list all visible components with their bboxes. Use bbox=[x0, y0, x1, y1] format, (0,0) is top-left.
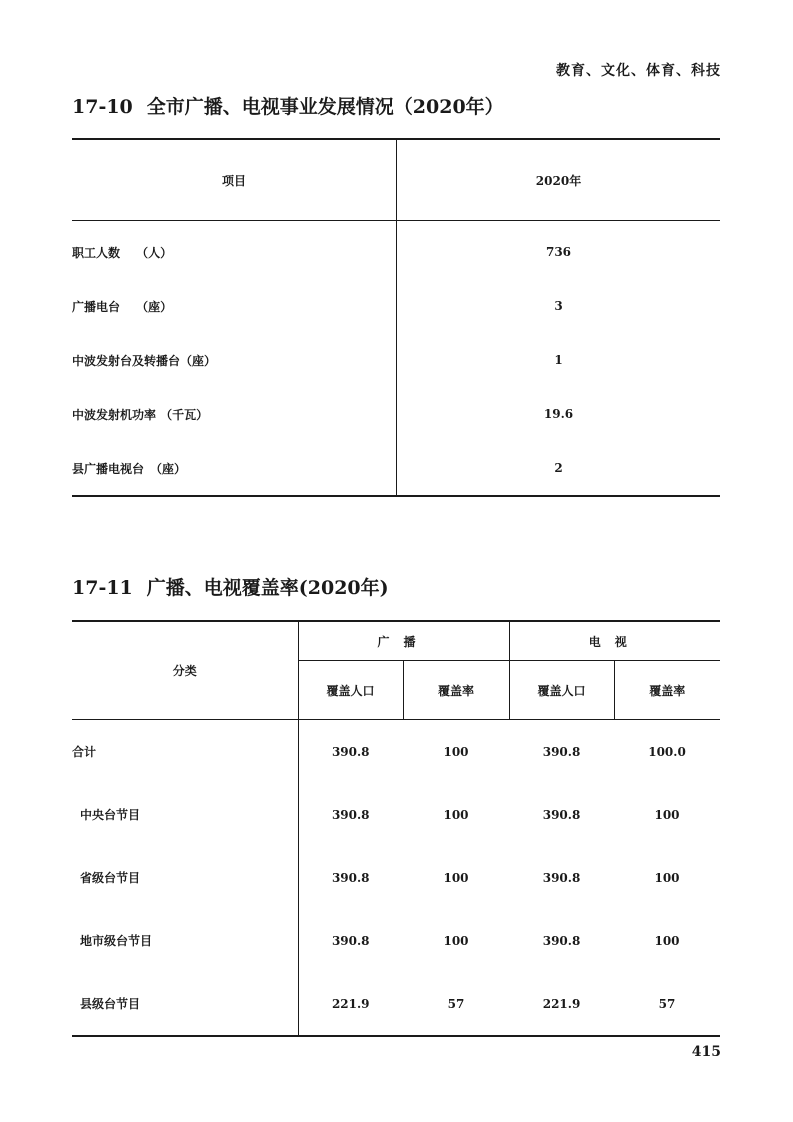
table1-title-text: 全市广播、电视事业发展情况（2020年） bbox=[146, 96, 504, 118]
cell: 100 bbox=[654, 870, 680, 885]
table-row bbox=[72, 221, 720, 280]
row-value: 3 bbox=[554, 299, 563, 313]
broadcast-tv-development-table bbox=[72, 138, 720, 497]
subheader-radio-population: 覆盖人口 bbox=[298, 661, 403, 720]
table-row bbox=[72, 783, 720, 846]
column-group-tv: 电视 bbox=[509, 621, 720, 661]
cell: 390.8 bbox=[331, 744, 370, 759]
page-number: 415 bbox=[691, 1044, 721, 1060]
subheader-radio-rate: 覆盖率 bbox=[403, 661, 509, 720]
cell: 100 bbox=[654, 807, 680, 822]
row-value: 1 bbox=[554, 353, 563, 367]
subheader-tv-population: 覆盖人口 bbox=[509, 661, 614, 720]
table-row bbox=[72, 909, 720, 972]
table-row bbox=[72, 333, 720, 387]
cell: 100 bbox=[443, 933, 469, 948]
column-header-item: 项目 bbox=[72, 139, 397, 221]
table-row bbox=[72, 279, 720, 333]
table-row bbox=[72, 846, 720, 909]
table-row bbox=[72, 441, 720, 496]
section-header: 教育、文化、体育、科技 bbox=[556, 63, 721, 79]
row-label: 省级台节目 bbox=[72, 846, 298, 909]
row-label: 职工人数 （人） bbox=[72, 221, 397, 280]
cell: 390.8 bbox=[542, 933, 581, 948]
row-value: 2 bbox=[554, 461, 563, 475]
row-label: 广播电台 （座） bbox=[72, 279, 397, 333]
cell: 221.9 bbox=[331, 996, 370, 1011]
row-value: 736 bbox=[545, 245, 572, 259]
cell: 100.0 bbox=[648, 744, 686, 759]
broadcast-tv-coverage-table bbox=[72, 620, 720, 1037]
row-label: 合计 bbox=[72, 720, 298, 784]
subheader-tv-rate: 覆盖率 bbox=[614, 661, 720, 720]
table1-number: 17-10 bbox=[72, 96, 133, 118]
row-label: 中央台节目 bbox=[72, 783, 298, 846]
column-group-radio: 广播 bbox=[298, 621, 509, 661]
row-value: 19.6 bbox=[543, 407, 574, 421]
column-header-category: 分类 bbox=[72, 621, 298, 720]
cell: 57 bbox=[658, 996, 676, 1011]
table1-title bbox=[72, 92, 504, 119]
row-label: 县广播电视台 （座） bbox=[72, 441, 397, 496]
table-row bbox=[72, 387, 720, 441]
table2-title-text: 广播、电视覆盖率(2020年) bbox=[146, 577, 389, 599]
cell: 221.9 bbox=[542, 996, 581, 1011]
cell: 390.8 bbox=[542, 807, 581, 822]
cell: 390.8 bbox=[331, 870, 370, 885]
table-row bbox=[72, 972, 720, 1036]
table2-title bbox=[72, 573, 389, 600]
cell: 390.8 bbox=[331, 933, 370, 948]
cell: 100 bbox=[443, 870, 469, 885]
cell: 390.8 bbox=[331, 807, 370, 822]
cell: 100 bbox=[654, 933, 680, 948]
column-header-year: 2020年 bbox=[397, 139, 721, 221]
cell: 390.8 bbox=[542, 744, 581, 759]
row-label: 县级台节目 bbox=[72, 972, 298, 1036]
row-label: 中波发射台及转播台（座） bbox=[72, 333, 397, 387]
cell: 100 bbox=[443, 807, 469, 822]
cell: 57 bbox=[447, 996, 465, 1011]
cell: 390.8 bbox=[542, 870, 581, 885]
row-label: 地市级台节目 bbox=[72, 909, 298, 972]
cell: 100 bbox=[443, 744, 469, 759]
row-label: 中波发射机功率 （千瓦） bbox=[72, 387, 397, 441]
table-row bbox=[72, 720, 720, 784]
table2-number: 17-11 bbox=[72, 577, 133, 599]
